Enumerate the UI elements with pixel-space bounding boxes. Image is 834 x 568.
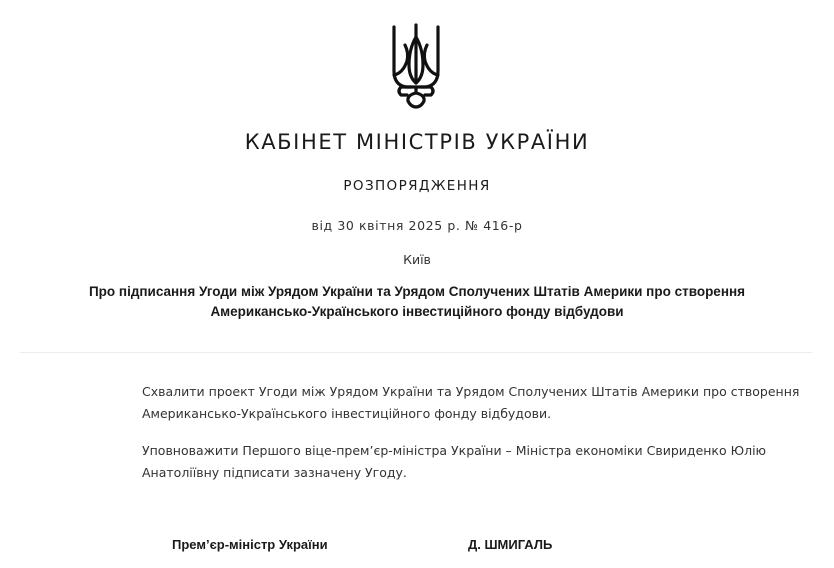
- signatory-name: Д. ШМИГАЛЬ: [468, 537, 553, 552]
- paragraph-line: Американсько-Українського інвестиційного фонду відбудови.: [142, 405, 552, 421]
- document-date-number: від 30 квітня 2025 р. № 416-р: [311, 218, 523, 233]
- trident-emblem-icon: [389, 23, 443, 109]
- document-type: РОЗПОРЯДЖЕННЯ: [343, 178, 491, 194]
- paragraph-line: Уповноважити Першого віце-прем’єр-міністра України – Міністра економіки Свириденко Юлію: [142, 443, 767, 458]
- title-line: Про підписання Угоди між Урядом України та Урядом Сполучених Штатів Америки про створення: [88, 284, 746, 299]
- section-divider: [20, 352, 812, 353]
- document-title: [40, 282, 794, 322]
- body-paragraph: [142, 381, 800, 424]
- paragraph-line: Анатоліївну підписати зазначену Угоду.: [142, 464, 407, 480]
- title-line: Американсько-Українського інвестиційного фонду відбудови: [210, 304, 624, 319]
- signatory-position: Прем’єр-міністр України: [172, 537, 328, 552]
- paragraph-line: Схвалити проект Угоди між Урядом України та Урядом Сполучених Штатів Америки про створення: [142, 384, 800, 399]
- organization-name: КАБІНЕТ МІНІСТРІВ УКРАЇНИ: [244, 130, 590, 154]
- body-paragraph: [142, 440, 800, 483]
- document-city: Київ: [403, 252, 431, 267]
